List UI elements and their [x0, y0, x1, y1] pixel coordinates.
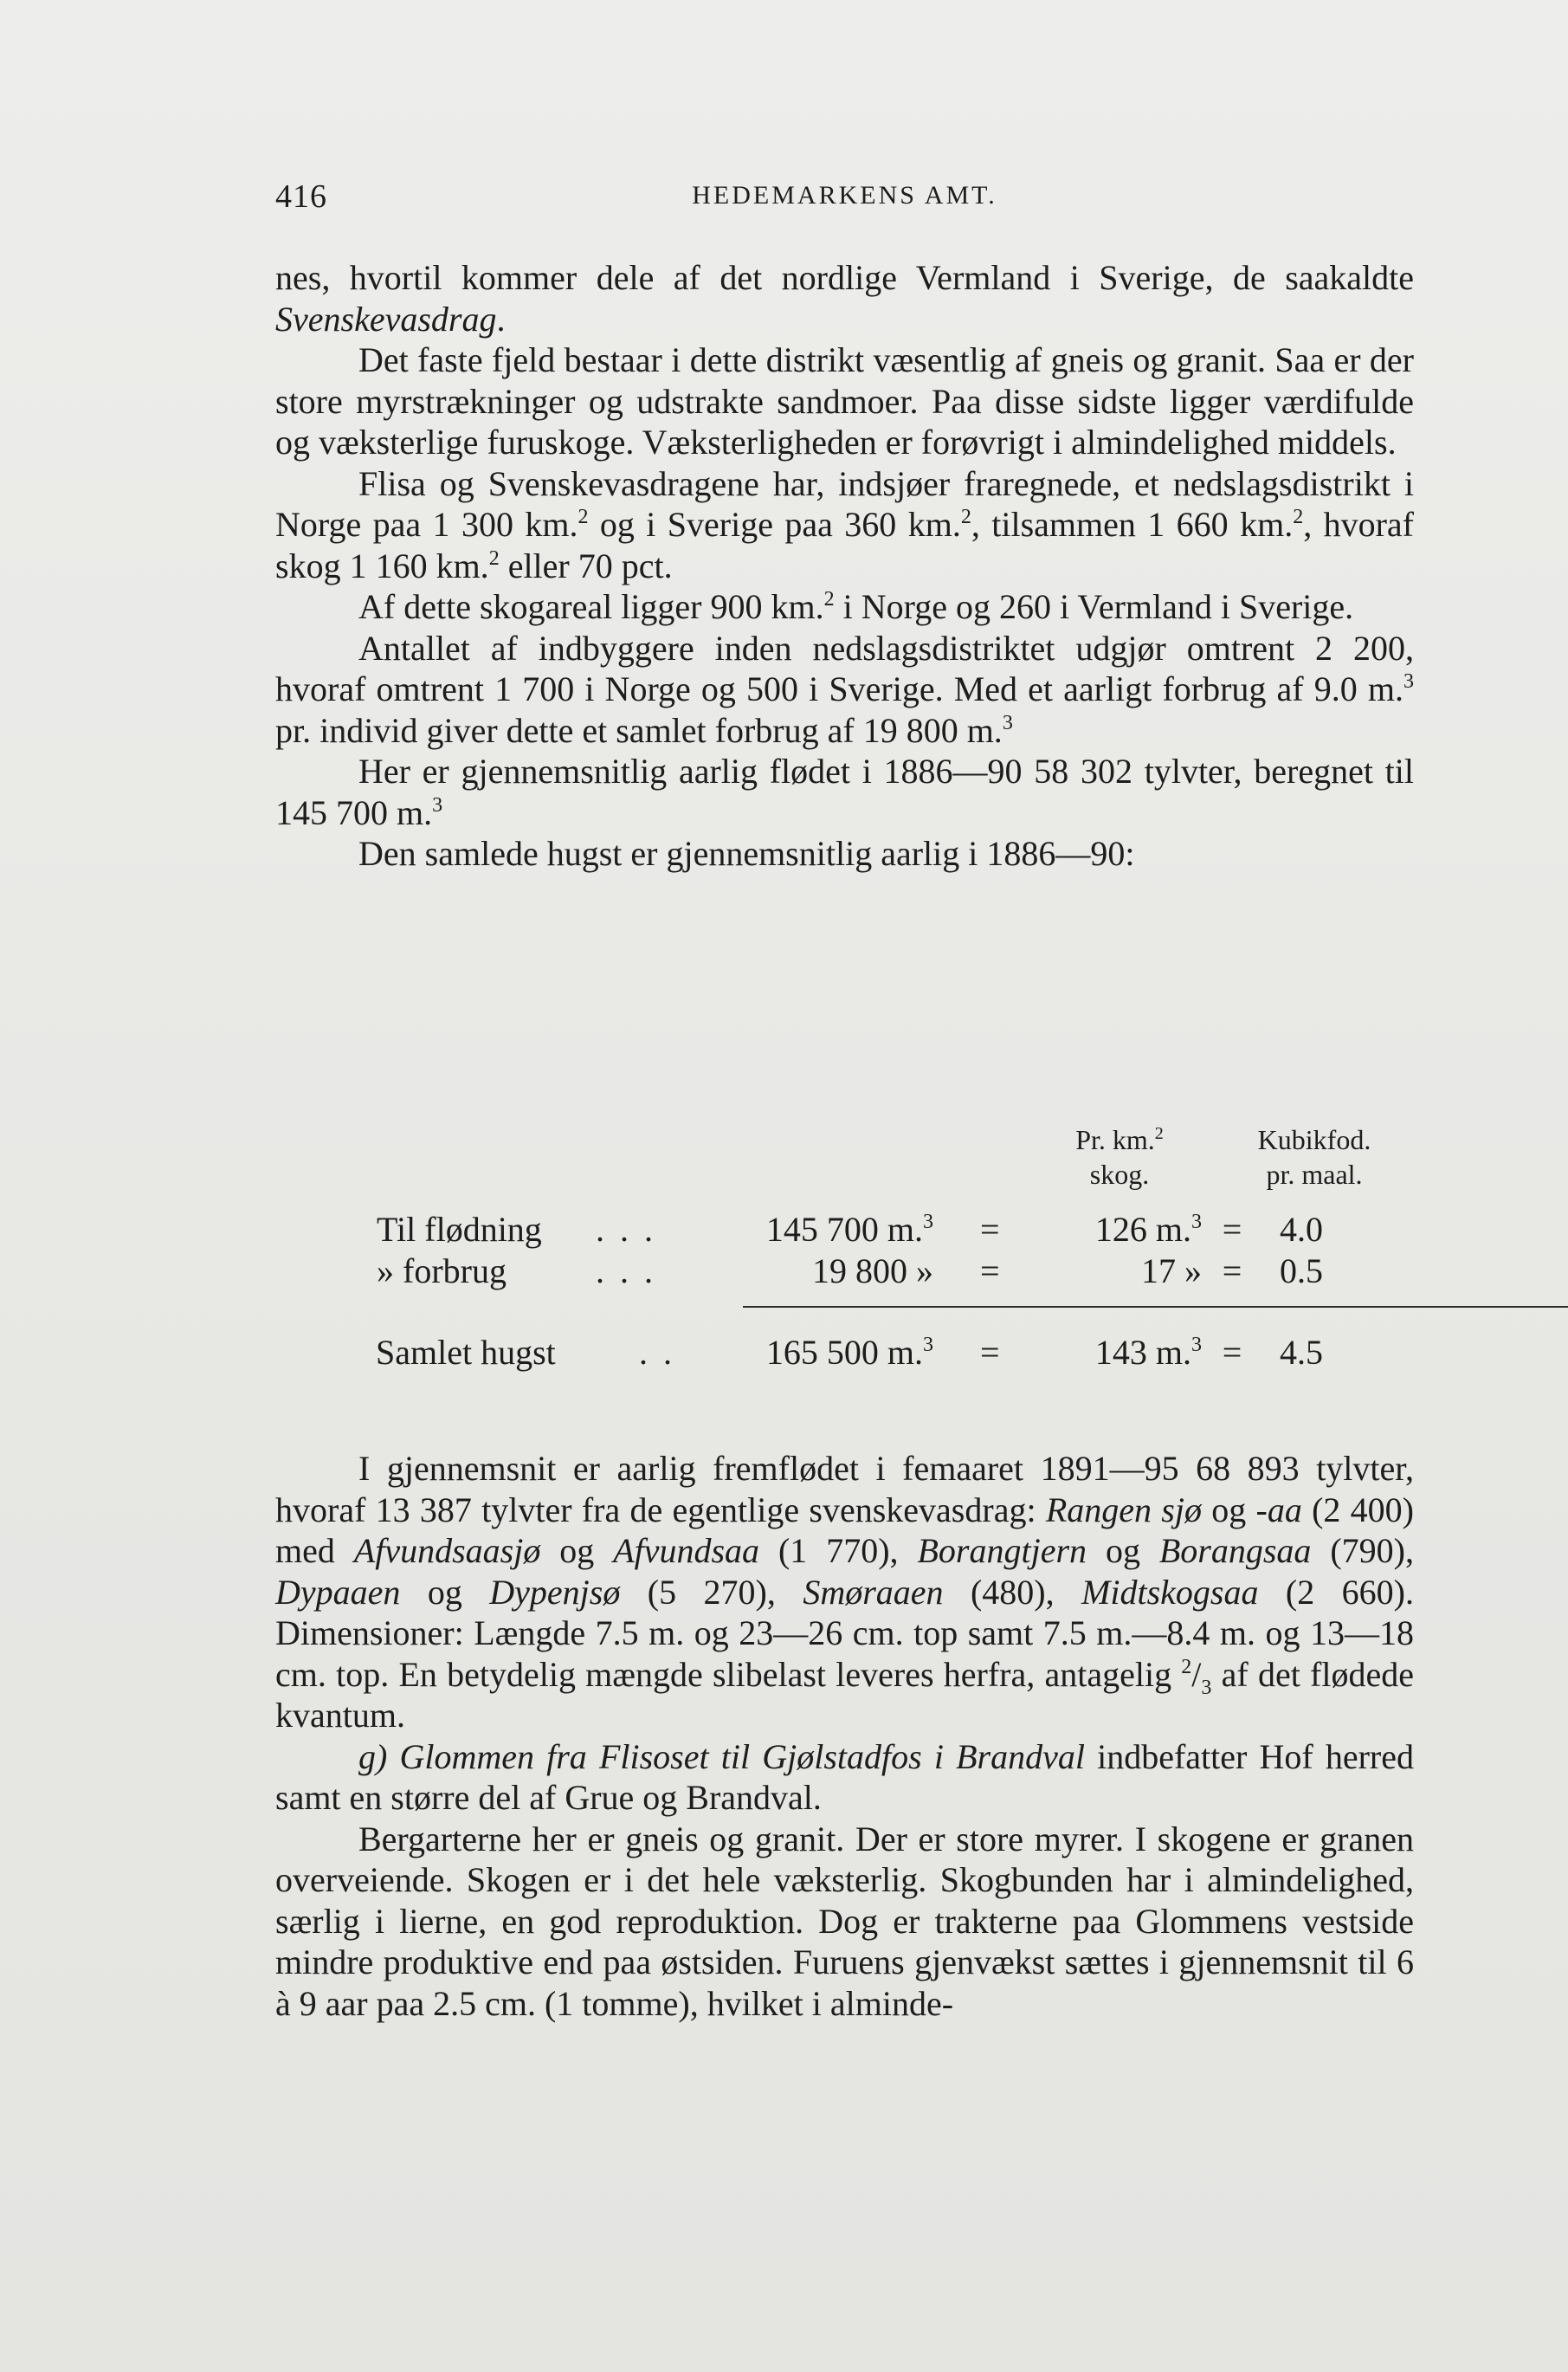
paragraph: Her er gjennemsnitlig aarlig flødet i 1886—90 58 302 tylvter, beregnet til 145 700 m.$^3$ — [275, 752, 1414, 832]
harvest-table — [275, 1115, 1414, 1384]
sum-rule — [743, 1306, 1568, 1308]
table-row: » forbrug ... 19 800 » = 17 » = 0.5 — [377, 1251, 1323, 1290]
text-block-upper — [275, 257, 1414, 875]
page-number: 416 — [275, 178, 327, 215]
section-heading-g: g) Glommen fra Flisoset til Gjølstadfos i Brandval — [358, 1736, 1085, 1776]
paragraph: g) Glommen fra Flisoset til Gjølstadfos i Brandval indbefatter Hof herred samt en større del af Grue og Brandval. — [275, 1736, 1414, 1817]
paragraph: Af dette skogareal ligger 900 km.$^2$ i Norge og 260 i Vermland i Sverige. — [358, 587, 1354, 626]
paragraph: nes, hvortil kommer dele af det nordlige Vermland i Sverige, de saakaldte Svenskevasdrag. — [275, 258, 1414, 339]
column-header-cubic-feet: Kubikfod. pr. maal. — [1257, 1124, 1371, 1190]
paragraph: Den samlede hugst er gjennemsnitlig aarlig i 1886—90: — [358, 834, 1135, 873]
paragraph: I gjennemsnit er aarlig fremflødet i femaaret 1891—95 68 893 tylvter, hvoraf 13 387 tylvter fra de egentlige svenskevasdrag: Rangen sjø og -aa (2 400) med Afvundsaasjø og Afvundsaa (1 770), Borangtjern og Borangsaa (790), Dypaaen og Dypenjsø (5 270), Smøraaen (480), Midtskogsaa (2 660). Dimensioner: Længde 7.5 m. og 23—26 cm. top samt 7.5 m.—8.4 m. og 13—18 cm. top. En betydelig mængde slibelast leveres herfra, antagelig $^2/_3$ af det flødede kvantum. — [275, 1449, 1414, 1735]
paragraph: Flisa og Svenskevasdragene har, indsjøer fraregnede, et nedslagsdistrikt i Norge paa 1 300 km.$^2$ og i Sverige paa 360 km.$^2$, tilsammen 1 660 km.$^2$, hvoraf skog 1 160 km.$^2$ eller 70 pct. — [275, 463, 1415, 585]
paragraph: Antallet af indbyggere inden nedslagsdistriktet udgjør omtrent 2 200, hvoraf omtrent 1 700 i Norge og 500 i Sverige. Med et aarligt forbrug af 9.0 m.$^3$ pr. individ giver dette et samlet forbrug af 19 800 m.$^3$ — [275, 628, 1414, 750]
paragraph: Det faste fjeld bestaar i dette distrikt væsentlig af gneis og granit. Saa er der store myrstrækninger og udstrakte sandmoer. Paa disse sidste ligger værdifulde og væksterlige furuskoge. Væksterligheden er forøvrigt i almindelighed middels. — [275, 340, 1414, 462]
text-block-lower — [275, 1448, 1414, 2024]
table-total-row: Samlet hugst .. 165 500 m.$^3$ = 143 m.$^3$ = 4.5 — [376, 1333, 1323, 1372]
column-header-per-km2: Pr. km.$^2$ skog. — [1075, 1124, 1164, 1190]
paragraph: Bergarterne her er gneis og granit. Der er store myrer. I skogene er granen overveiende. Skogen er i det hele væksterlig. Skogbunden har i almindelighed, særlig i lierne, en god reproduktion. Dog er trakterne paa Glommens vestside mindre produktive end paa østsiden. Furuens gjenvækst sættes i gjennemsnit til 6 à 9 aar paa 2.5 cm. (1 tomme), hvilket i alminde- — [275, 1819, 1414, 2023]
page-header — [275, 178, 1414, 221]
table-row: Til flødning ... 145 700 m.$^3$ = 126 m.$^3$ = 4.0 — [377, 1210, 1323, 1249]
italic-term: Svenskevasdrag — [275, 299, 497, 339]
running-title: HEDEMARKENS AMT. — [692, 181, 997, 210]
